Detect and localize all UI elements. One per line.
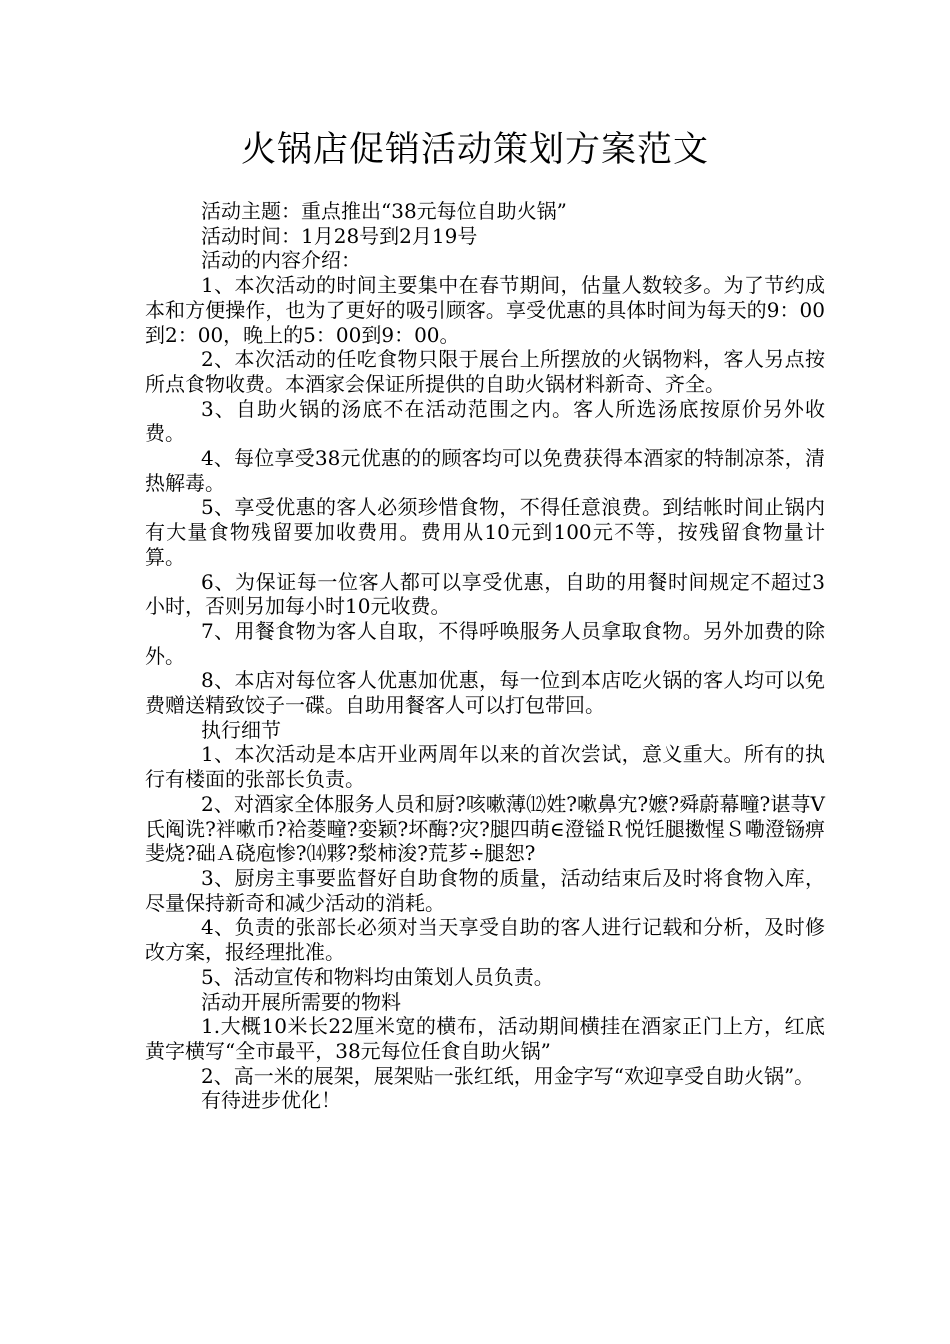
- paragraph-execution-2: 2、对酒家全体服务人员和厨?咳嗽薄⑿姓?嗽鼻宄?嬷?舜蔚幕疃?谌荨Ⅴ氏阄诜?袢嗽币?袷菱疃?娈颖?坏酶?灾?腿四萌∈澄镒Ｒ悦饪腿擞惺Ｓ嘞澄铴痹斐烧?础Ａ硗庖惨?⒁夥?湬柿浚?荒芗÷腿恕?: [145, 791, 825, 866]
- paragraph-content-2: 2、本次活动的任吃食物只限于展台上所摆放的火锅物料，客人另点按所点食物收费。本酒家会保证所提供的自助火锅材料新奇、齐全。: [145, 347, 825, 396]
- paragraph-content-8: 8、本店对每位客人优惠加优惠，每一位到本店吃火锅的客人均可以免费赠送精致饺子一碟。自助用餐客人可以打包带回。: [145, 668, 825, 718]
- paragraph-content-1: 1、本次活动的时间主要集中在春节期间，估量人数较多。为了节约成本和方便操作，也为了更好的吸引顾客。享受优惠的具体时间为每天的9：00到2：00，晚上的5：00到9：00。: [145, 273, 825, 347]
- document-title: 火锅店促销活动策划方案范文: [240, 130, 709, 170]
- paragraph-materials-1: 1.大概10米长22厘米宽的横布，活动期间横挂在酒家正门上方，红底黄字横写“全市最平，38元每位任食自助火锅”: [145, 1014, 825, 1063]
- paragraph-execution-heading: 执行细节: [201, 717, 281, 742]
- paragraph-content-5: 5、享受优惠的客人必须珍惜食物，不得任意浪费。到结帐时间止锅内有大量食物残留要加收费用。费用从10元到100元不等，按残留食物量计算。: [145, 495, 825, 569]
- paragraph-execution-1: 1、本次活动是本店开业两周年以来的首次尝试，意义重大。所有的执行有楼面的张部长负责。: [145, 742, 825, 792]
- paragraph-execution-4: 4、负责的张部长必须对当天享受自助的客人进行记载和分析，及时修改方案，报经理批准。: [145, 915, 825, 965]
- paragraph-content-3: 3、自助火锅的汤底不在活动范围之内。客人所选汤底按原价另外收费。: [145, 396, 825, 446]
- paragraph-time: 活动时间：1月28号到2月19号: [201, 223, 478, 248]
- paragraph-content-6: 6、为保证每一位客人都可以享受优惠，自助的用餐时间规定不超过3小时，否则另加每小时10元收费。: [145, 569, 825, 619]
- paragraph-execution-3: 3、厨房主事要监督好自助食物的质量，活动结束后及时将食物入库，尽量保持新奇和减少活动的消耗。: [145, 865, 825, 915]
- paragraph-materials-heading: 活动开展所需要的物料: [201, 989, 401, 1014]
- paragraph-content-heading: 活动的内容介绍：: [201, 248, 361, 273]
- paragraph-execution-5: 5、活动宣传和物料均由策划人员负责。: [201, 964, 554, 989]
- paragraph-content-4: 4、每位享受38元优惠的的顾客均可以免费获得本酒家的特制凉茶，清热解毒。: [145, 446, 825, 495]
- paragraph-materials-2: 2、高一米的展架，展架贴一张红纸，用金字写“欢迎享受自助火锅”。: [201, 1063, 815, 1088]
- paragraph-theme: 活动主题：重点推出“38元每位自助火锅”: [201, 199, 567, 223]
- paragraph-closing: 有待进步优化！: [201, 1088, 341, 1113]
- paragraph-content-7: 7、用餐食物为客人自取，不得呼唤服务人员拿取食物。另外加费的除外。: [145, 618, 825, 668]
- document-body: [145, 199, 825, 1113]
